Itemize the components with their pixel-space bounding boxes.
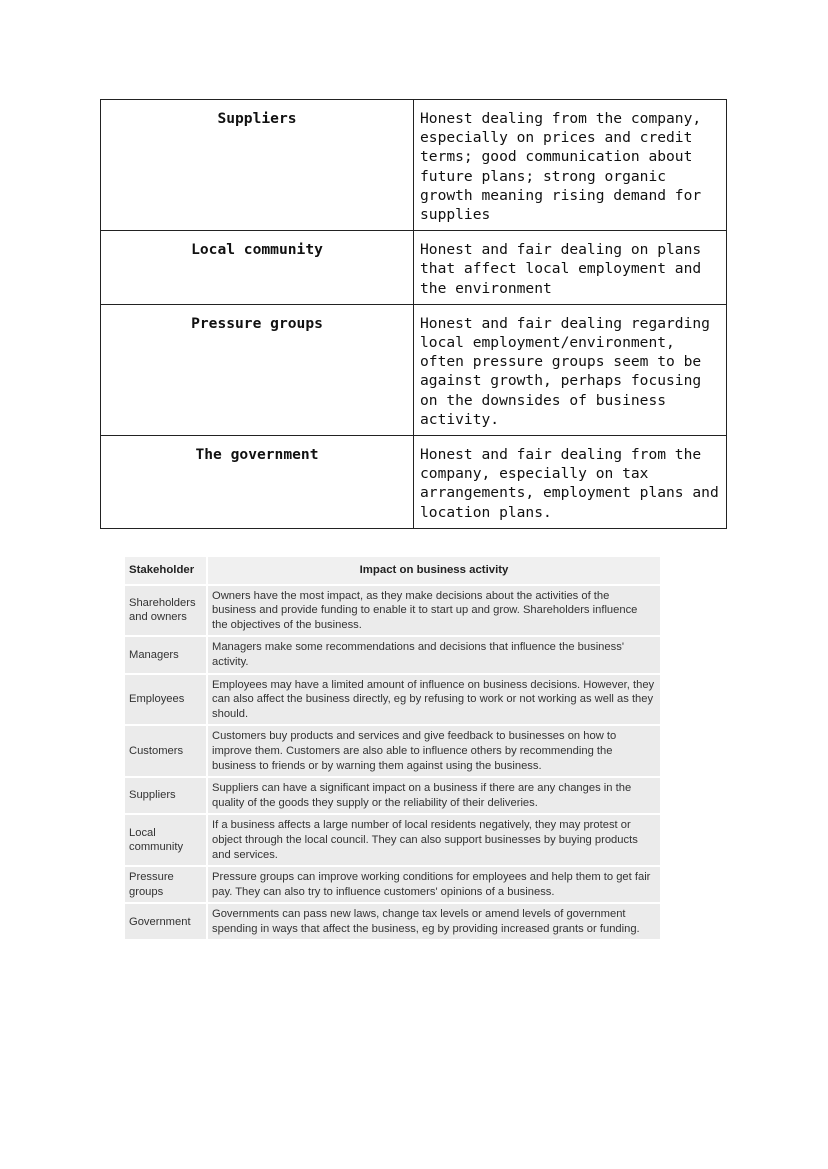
table-row [101,231,727,305]
stakeholder-interest: Honest and fair dealing on plans that affect local employment and the environment [414,231,727,305]
impact-cell: Governments can pass new laws, change tax levels or amend levels of government spending in ways that affect the business, eg by providing increased grants or funding. [208,904,660,939]
table-row [125,637,660,672]
stakeholder-cell: Shareholders and owners [125,586,208,636]
table-header-row [125,557,660,584]
impact-cell: Managers make some recommendations and decisions that influence the business' activity. [208,637,660,672]
stakeholder-cell: Managers [125,637,208,672]
stakeholder-interest: Honest and fair dealing from the company, especially on tax arrangements, employment plans and location plans. [414,436,727,529]
stakeholder-name: The government [101,436,414,529]
stakeholder-cell: Employees [125,675,208,725]
column-header-impact: Impact on business activity [208,557,660,584]
table-row [125,904,660,939]
table-row [125,815,660,865]
table-row [125,867,660,902]
table-row [101,304,727,435]
impact-cell: If a business affects a large number of local residents negatively, they may protest or object through the local council. They can also support businesses by buying products and services. [208,815,660,865]
impact-cell: Customers buy products and services and give feedback to businesses on how to improve them. Customers are also able to influence others by recommending the business to friends or by warning them against using the business. [208,726,660,776]
stakeholder-cell: Government [125,904,208,939]
stakeholder-cell: Pressure groups [125,867,208,902]
impact-cell: Suppliers can have a significant impact on a business if there are any changes in the quality of the goods they supply or the reliability of their deliveries. [208,778,660,813]
impact-cell: Employees may have a limited amount of influence on business decisions. However, they can also affect the business directly, eg by refusing to work or not working as well as they should. [208,675,660,725]
stakeholder-name: Pressure groups [101,304,414,435]
stakeholder-interest: Honest dealing from the company, especially on prices and credit terms; good communication about future plans; strong organic growth meaning rising demand for supplies [414,100,727,231]
table-row [101,436,727,529]
table-row [125,726,660,776]
stakeholder-cell: Suppliers [125,778,208,813]
table-row [101,100,727,231]
stakeholder-name: Local community [101,231,414,305]
stakeholder-cell: Customers [125,726,208,776]
stakeholder-interests-table [100,99,727,529]
column-header-stakeholder: Stakeholder [125,557,208,584]
table-row [125,778,660,813]
stakeholder-cell: Local community [125,815,208,865]
impact-cell: Pressure groups can improve working conditions for employees and help them to get fair pay. They can also try to influence customers' opinions of a business. [208,867,660,902]
stakeholder-name: Suppliers [101,100,414,231]
impact-on-business-table [125,555,660,941]
stakeholder-interest: Honest and fair dealing regarding local employment/environment, often pressure groups seem to be against growth, perhaps focusing on the downsides of business activity. [414,304,727,435]
table-row [125,675,660,725]
impact-cell: Owners have the most impact, as they make decisions about the activities of the business and provide funding to enable it to start up and grow. Shareholders influence the objectives of the business. [208,586,660,636]
table-row [125,586,660,636]
